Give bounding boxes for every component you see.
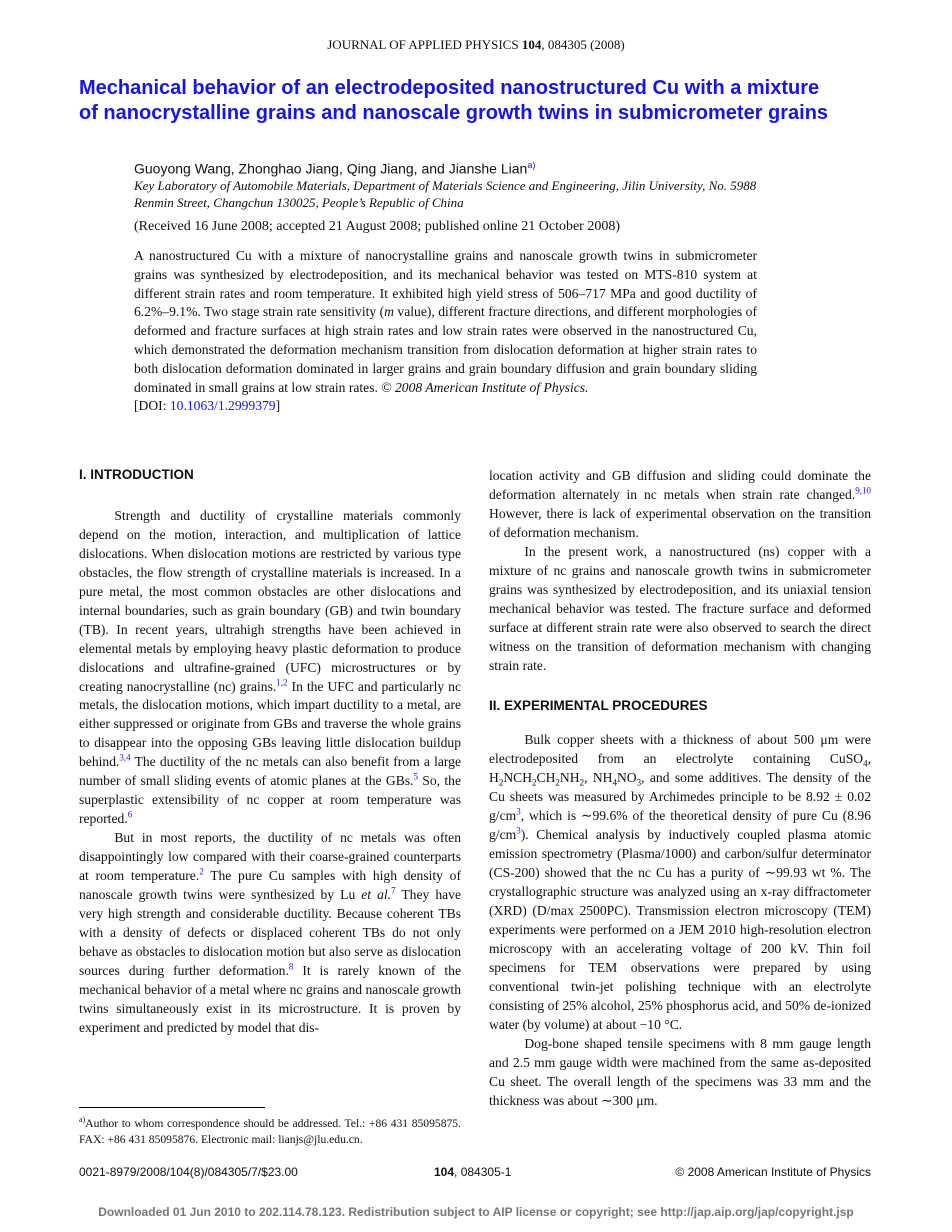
paragraph: [79, 507, 461, 829]
text: But in most reports, the ductility of nc metals was often disappointingly low compared with their coarse-grained counterparts at room temperature.: [79, 830, 461, 884]
authors: [134, 160, 535, 177]
footer-volume: 104: [434, 1165, 455, 1179]
paragraph: [489, 731, 871, 1034]
subscript: 4: [612, 778, 617, 789]
text: Strength and ductility of crystalline materials commonly depend on the motion, interaction, and multiplication of lattice dislocations. When dislocation motions are restricted by various type obstacles, the flow strength of crystalline materials is increased. In a pure metal, the most common obstacles are other dislocations and internal boundaries, such as grain boundary (GB) and twin boundary (TB). In recent years, ultrahigh strengths have been achieved in elemental metals by employing heavy plastic deformation to produce dislocations and ultrafine-grained (UFC) microstructures or by creating nanocrystalline (nc) grains.: [79, 507, 461, 694]
subscript: 2: [532, 778, 537, 789]
text: location activity and GB diffusion and sliding could dominate the deformation alternately in nc metals when strain rate changed.: [489, 468, 871, 502]
reference-link[interactable]: 5: [413, 771, 418, 782]
text: The pure Cu samples with high density of nanoscale growth twins were synthesized by Lu: [79, 868, 461, 903]
text: NH: [559, 770, 580, 786]
journal-header: [0, 37, 952, 53]
text: So, the superplastic extensibility of nc copper at room temperature was reported.: [79, 773, 461, 827]
paragraph: [489, 1035, 871, 1111]
text: NO: [616, 770, 637, 786]
subscript: 3: [636, 778, 642, 789]
text: , NH: [584, 770, 613, 786]
subscript: 4: [863, 759, 868, 770]
footer-page: [434, 1165, 511, 1179]
text: In the present work, a nanostructured (ns) copper with a mixture of nc grains and nanoscale growth twins in submicrometer grains was synthesized by electrodeposition, and its uniaxial tension mechanical behavior was tested. The fracture surface and deformed surface at different strain rate were also observed to search the direct witness on the transition of deformation mechanism with changing strain rate.: [489, 543, 871, 673]
text: CH: [536, 770, 556, 786]
text: Bulk copper sheets with a thickness of about 500 μm were electrodeposited from an electrolyte containing CuSO: [489, 732, 871, 767]
doi-link[interactable]: 10.1063/1.2999379: [169, 398, 276, 414]
text: , and some additives. The density of the Cu sheets was measured by Archimedes principle to be 8.92 ± 0.02 g/cm: [489, 770, 871, 824]
doi-suffix: ]: [275, 398, 281, 414]
text: The ductility of the nc metals can also benefit from a large number of small sliding events of atomic planes at the GBs.: [79, 754, 461, 789]
journal-name: JOURNAL OF APPLIED PHYSICS: [327, 37, 522, 52]
journal-issue: , 084305 (2008): [541, 37, 625, 52]
subscript: 2: [579, 778, 585, 789]
footer-copyright: © 2008 American Institute of Physics: [675, 1165, 871, 1179]
reference-link[interactable]: 7: [391, 885, 396, 896]
right-column: [489, 467, 871, 1111]
abstract-text-2: value), different fracture directions, and different morphologies of deformed and fracture surfaces at high strain rates and low strain rates were observed in the nanostructured Cu, which demonstrated the deformation mechanism transition from dislocation deformation at higher strain rates to both dislocation deformation dominated in larger grains and grain boundary diffusion and grain boundary sliding dominated in small grains at low strain rates.: [134, 304, 757, 395]
reference-link[interactable]: 3: [516, 825, 521, 836]
paragraph: [79, 829, 461, 1037]
paragraph: [489, 467, 871, 543]
received-dates: (Received 16 June 2008; accepted 21 August 2008; published online 21 October 2008): [134, 219, 621, 234]
text: It is rarely known of the mechanical behavior of a metal where nc grains and nanoscale growth twins simultaneously exist in its microstructure. It is proven by experiment and predicted by model that dis-: [79, 962, 461, 1035]
abstract-copyright: © 2008 American Institute of Physics.: [381, 379, 589, 395]
italic-text: et al.: [361, 887, 392, 903]
footnote-mark: a): [79, 1115, 86, 1124]
footnote-divider: [79, 1107, 265, 1108]
text: However, there is lack of experimental observation on the transition of deformation mechanism.: [489, 505, 871, 540]
footnote-text: Author to whom correspondence should be addressed. Tel.: +86 431 85095875. FAX: +86 431 85095876. Electronic mail: lianjs@jlu.edu.cn.: [79, 1116, 461, 1146]
text: In the UFC and particularly nc metals, the dislocation motions, which impart ductility to a metal, are either suppressed or originate from GBs and traverse the whole grains to disappear into the opposing GBs leaving little dislocation buildup behind.: [79, 678, 461, 770]
abstract-m: m: [384, 304, 394, 320]
text: ). Chemical analysis by inductively coupled plasma atomic emission spectrometry (Plasma/1000) and carbon/sulfur determinator (CS-200) showed that the nc Cu has a purity of ∼99.93 wt %. The crystallographic structure was analyzed using an x-ray diffractometer (XRD) (D/max 2500PC). Transmission electron microscopy (TEM) experiments were performed on a JEM 2010 high-resolution electron microscopy with an accelerating voltage of 200 kV. Thin foil specimens for TEM observations were prepared by using conventional twin-jet polishing technique with an electrolyte consisting of 25% alcohol, 25% phosphorus acid, and 50% de-ionized water (by volume) at about −10 °C.: [489, 827, 871, 1032]
left-column: [79, 466, 461, 1038]
author-footnote-link[interactable]: a): [527, 160, 536, 170]
subscript: 2: [555, 778, 560, 789]
reference-link[interactable]: 3: [516, 806, 521, 817]
journal-volume: 104: [521, 37, 542, 52]
reference-link[interactable]: 3,4: [119, 752, 131, 763]
abstract: [134, 247, 757, 416]
text: Dog-bone shaped tensile specimens with 8 mm gauge length and 2.5 mm gauge width were machined from the same as-deposited Cu sheet. The overall length of the specimens was 33 mm and the thickness was about ∼300 μm.: [489, 1035, 871, 1108]
text: NCH: [503, 770, 533, 786]
reference-link[interactable]: 8: [288, 961, 294, 972]
abstract-text: A nanostructured Cu with a mixture of nanocrystalline grains and nanoscale growth twins in submicrometer grains was synthesized by electrodeposition, and its mechanical behavior was tested on MTS-810 system at different strain rates and room temperature. It exhibited high yield stress of 506–717 MPa and good ductility of 6.2%–9.1%. Two stage strain rate sensitivity (: [134, 248, 757, 320]
section-heading: I. INTRODUCTION: [79, 467, 194, 482]
text: , which is ∼99.6% of the theoretical density of pure Cu (8.96 g/cm: [489, 808, 871, 843]
section-heading: II. EXPERIMENTAL PROCEDURES: [489, 698, 708, 714]
paper-title: Mechanical behavior of an electrodeposited nanostructured Cu with a mixture of nanocrystalline grains and nanoscale growth twins in submicrometer grains: [79, 77, 829, 124]
download-notice: Downloaded 01 Jun 2010 to 202.114.78.123. Redistribution subject to AIP license or copyright; see http://jap.aip.org/jap/copyright.jsp: [98, 1205, 854, 1219]
subscript: 2: [498, 778, 504, 789]
reference-link[interactable]: 6: [127, 809, 133, 820]
doi-prefix: [DOI:: [134, 398, 170, 414]
reference-link[interactable]: 9,10: [855, 485, 871, 496]
footer-issn: 0021-8979/2008/104(8)/084305/7/$23.00: [79, 1165, 298, 1179]
affiliation: Key Laboratory of Automobile Materials, Department of Materials Science and Engineering, Jilin University, No. 5988 Renmin Street, Changchun 130025, People’s Republic of China: [134, 178, 757, 210]
reference-link[interactable]: 1,2: [276, 677, 288, 687]
reference-link[interactable]: 2: [199, 866, 204, 877]
footnote: [79, 1112, 461, 1148]
paragraph: [489, 543, 871, 676]
author-list: Guoyong Wang, Zhonghao Jiang, Qing Jiang, and Jianshe Lian: [134, 160, 528, 177]
text: They have very high strength and considerable ductility. Because coherent TBs with a density of defects or displaced coherent TBs do not only behave as obstacles to dislocation motion but also serve as dislocation sources during further deformation.: [79, 887, 461, 978]
footer-page-number: , 084305-1: [454, 1165, 512, 1179]
text: , H: [489, 751, 871, 786]
doi: [134, 398, 280, 413]
